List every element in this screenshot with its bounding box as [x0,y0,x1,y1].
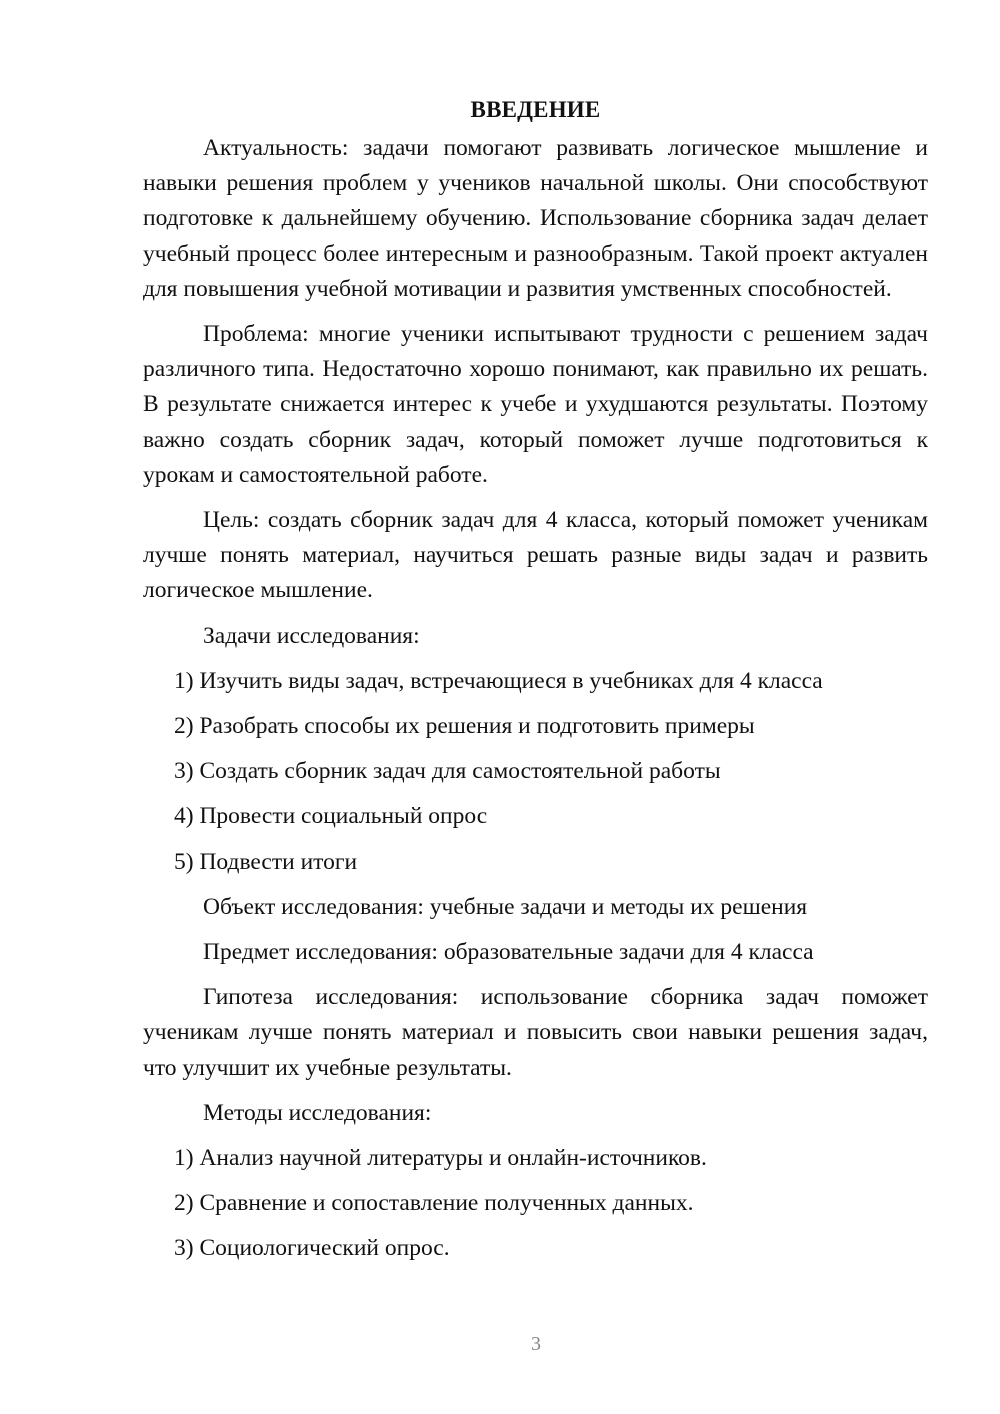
list-item-method: 2) Сравнение и сопоставление полученных данных. [174,1190,694,1217]
methods-heading: Методы исследования: [203,1099,432,1126]
list-item-task: 5) Подвести итоги [174,848,358,875]
page-title: ВВЕДЕНИЕ [470,97,601,122]
document-page [143,92,928,1267]
list-item-task: 4) Провести социальный опрос [174,803,488,830]
list-item-task: 2) Разобрать способы их решения и подготовить примеры [174,713,755,740]
list-item-task: 3) Создать сборник задач для самостоятельной работы [174,758,721,785]
list-item-task: 1) Изучить виды задач, встречающиеся в учебниках для 4 класса [174,667,823,694]
paragraph-problem: Проблема: многие ученики испытывают трудности с решением задач различного типа. Недостаточно хорошо понимают, как правильно их решать. В результате снижается интерес к учебе и ухудшаются результаты. Поэтому важно создать сборник задач, который поможет лучше подготовиться к урокам и самостоятельной работе. [143,321,928,488]
page-number: 3 [531,1333,541,1355]
list-item-method: 3) Социологический опрос. [174,1235,450,1262]
tasks-heading: Задачи исследования: [203,622,420,649]
paragraph-relevance: Актуальность: задачи помогают развивать логическое мышление и навыки решения проблем у учеников начальной школы. Они способствуют подготовке к дальнейшему обучению. Использование сборника задач делает учебный процесс более интересным и разнообразным. Такой проект актуален для повышения учебной мотивации и развития умственных способностей. [143,135,928,302]
paragraph-hypothesis: Гипотеза исследования: использование сборника задач поможет ученикам лучше понять материал и повысить свои навыки решения задач, что улучшит их учебные результаты. [143,984,928,1081]
research-subject: Предмет исследования: образовательные задачи для 4 класса [203,939,814,966]
paragraph-goal: Цель: создать сборник задач для 4 класса, который поможет ученикам лучше понять материал, научиться решать разные виды задач и развить логическое мышление. [143,507,928,604]
research-object: Объект исследования: учебные задачи и методы их решения [203,893,808,920]
list-item-method: 1) Анализ научной литературы и онлайн-источников. [174,1145,707,1172]
